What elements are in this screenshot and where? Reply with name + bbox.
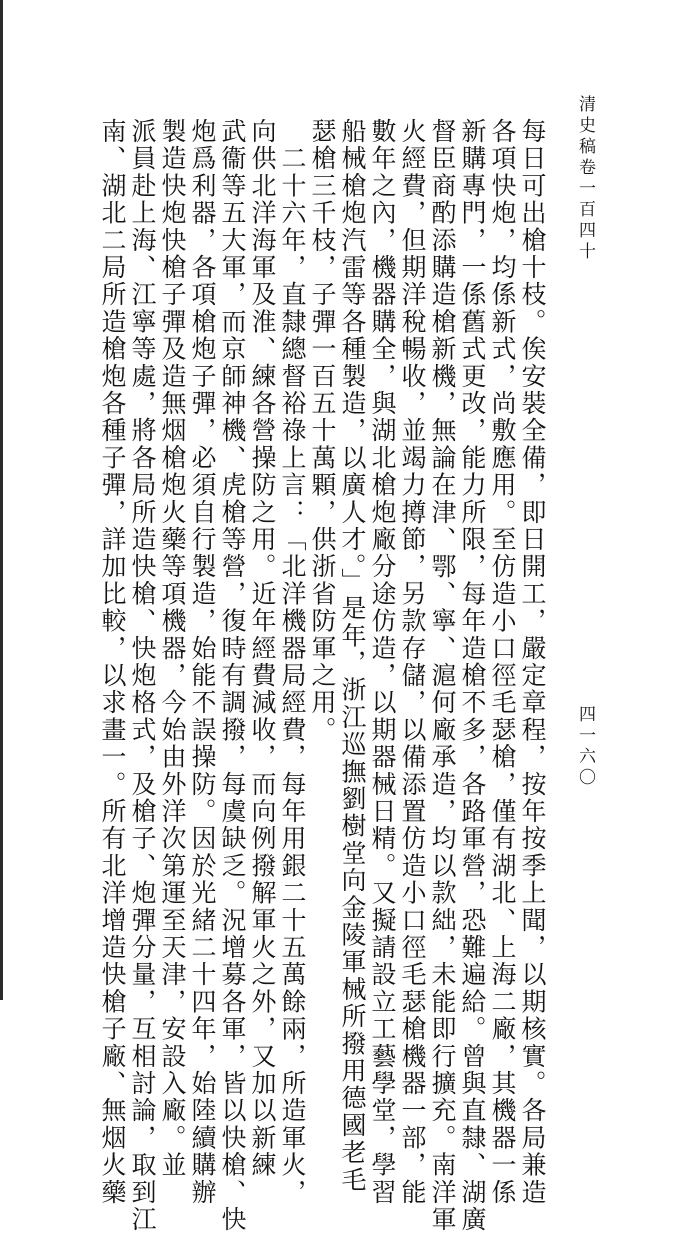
page-number: 四一六〇 [575,705,595,789]
text-column-2: 各項快炮，均係新式，尚敷應用。至仿造小口徑毛瑟槍，僅有湖北、上海二廠，其機器一係 [488,118,517,1206]
text-column-14: 派員赴上海、江寧等處，將各局所造快槍、快炮格式，及槍子、炮彈分量，互相討論，取到江 [128,118,157,1233]
text-column-8: 瑟槍三千枝，子彈一百五十萬顆，供浙省防軍之用。 [308,118,337,744]
text-column-10: 向供北洋海軍及淮、練各營操防之用。近年經費減收，而向例撥解軍火之外，又加以新練 [248,118,277,1179]
scan-edge [0,0,3,1000]
text-column-3: 新購專門，一係舊式更改，能力所限，每年造槍不多，各路軍營，恐難遍給。曾與直隸、湖廣 [458,118,487,1233]
text-column-4: 督臣商酌添購造槍新機，無論在津、鄂、寧、滬何廠承造，均以款絀，未能即行擴充。南洋軍 [428,118,457,1233]
text-column-5: 火經費，但期洋稅暢收，並竭力撙節，另款存儲，以備添置仿造小口徑毛瑟槍機器一部，能 [398,118,427,1206]
text-column-11: 武衞等五大軍，而京師神機、虎槍等營，復時有調撥，每虞缺乏。況增募各軍，皆以快槍、快 [218,118,247,1233]
running-title: 清史稿卷一百四十 [575,95,595,263]
text-column-9: 二十六年，直隸總督裕祿上言：「北洋機器局經費，每年用銀二十五萬餘兩，所造軍火， [278,118,307,1206]
text-column-7: 船械槍炮汽雷等各種製造，以廣人才。」是年，浙江巡撫劉樹堂向金陵軍械所撥用德國老毛 [338,118,367,1194]
text-column-15: 南、湖北二局所造槍炮各種子彈，詳加比較，以求畫一。所有北洋增造快槍子廠、無烟火藥 [98,118,127,1206]
text-column-6: 數年之內，機器購全，與湖北槍炮廠分途仿造，以期器械日精。又擬請設立工藝學堂，學習 [368,118,397,1206]
text-column-13: 製造快炮快槍子彈及造無烟槍炮火藥等項機器，今始由外洋次第運至天津，安設入廠。並 [158,118,187,1179]
text-column-1: 每日可出槍十枝。俟安裝全備，即日開工，嚴定章程，按年按季上聞，以期核實。各局兼造 [518,118,547,1206]
text-column-12: 炮爲利器，各項槍炮子彈，必須自行製造，始能不誤操防。因於光緒二十四年，始陸續購辦 [188,118,217,1206]
